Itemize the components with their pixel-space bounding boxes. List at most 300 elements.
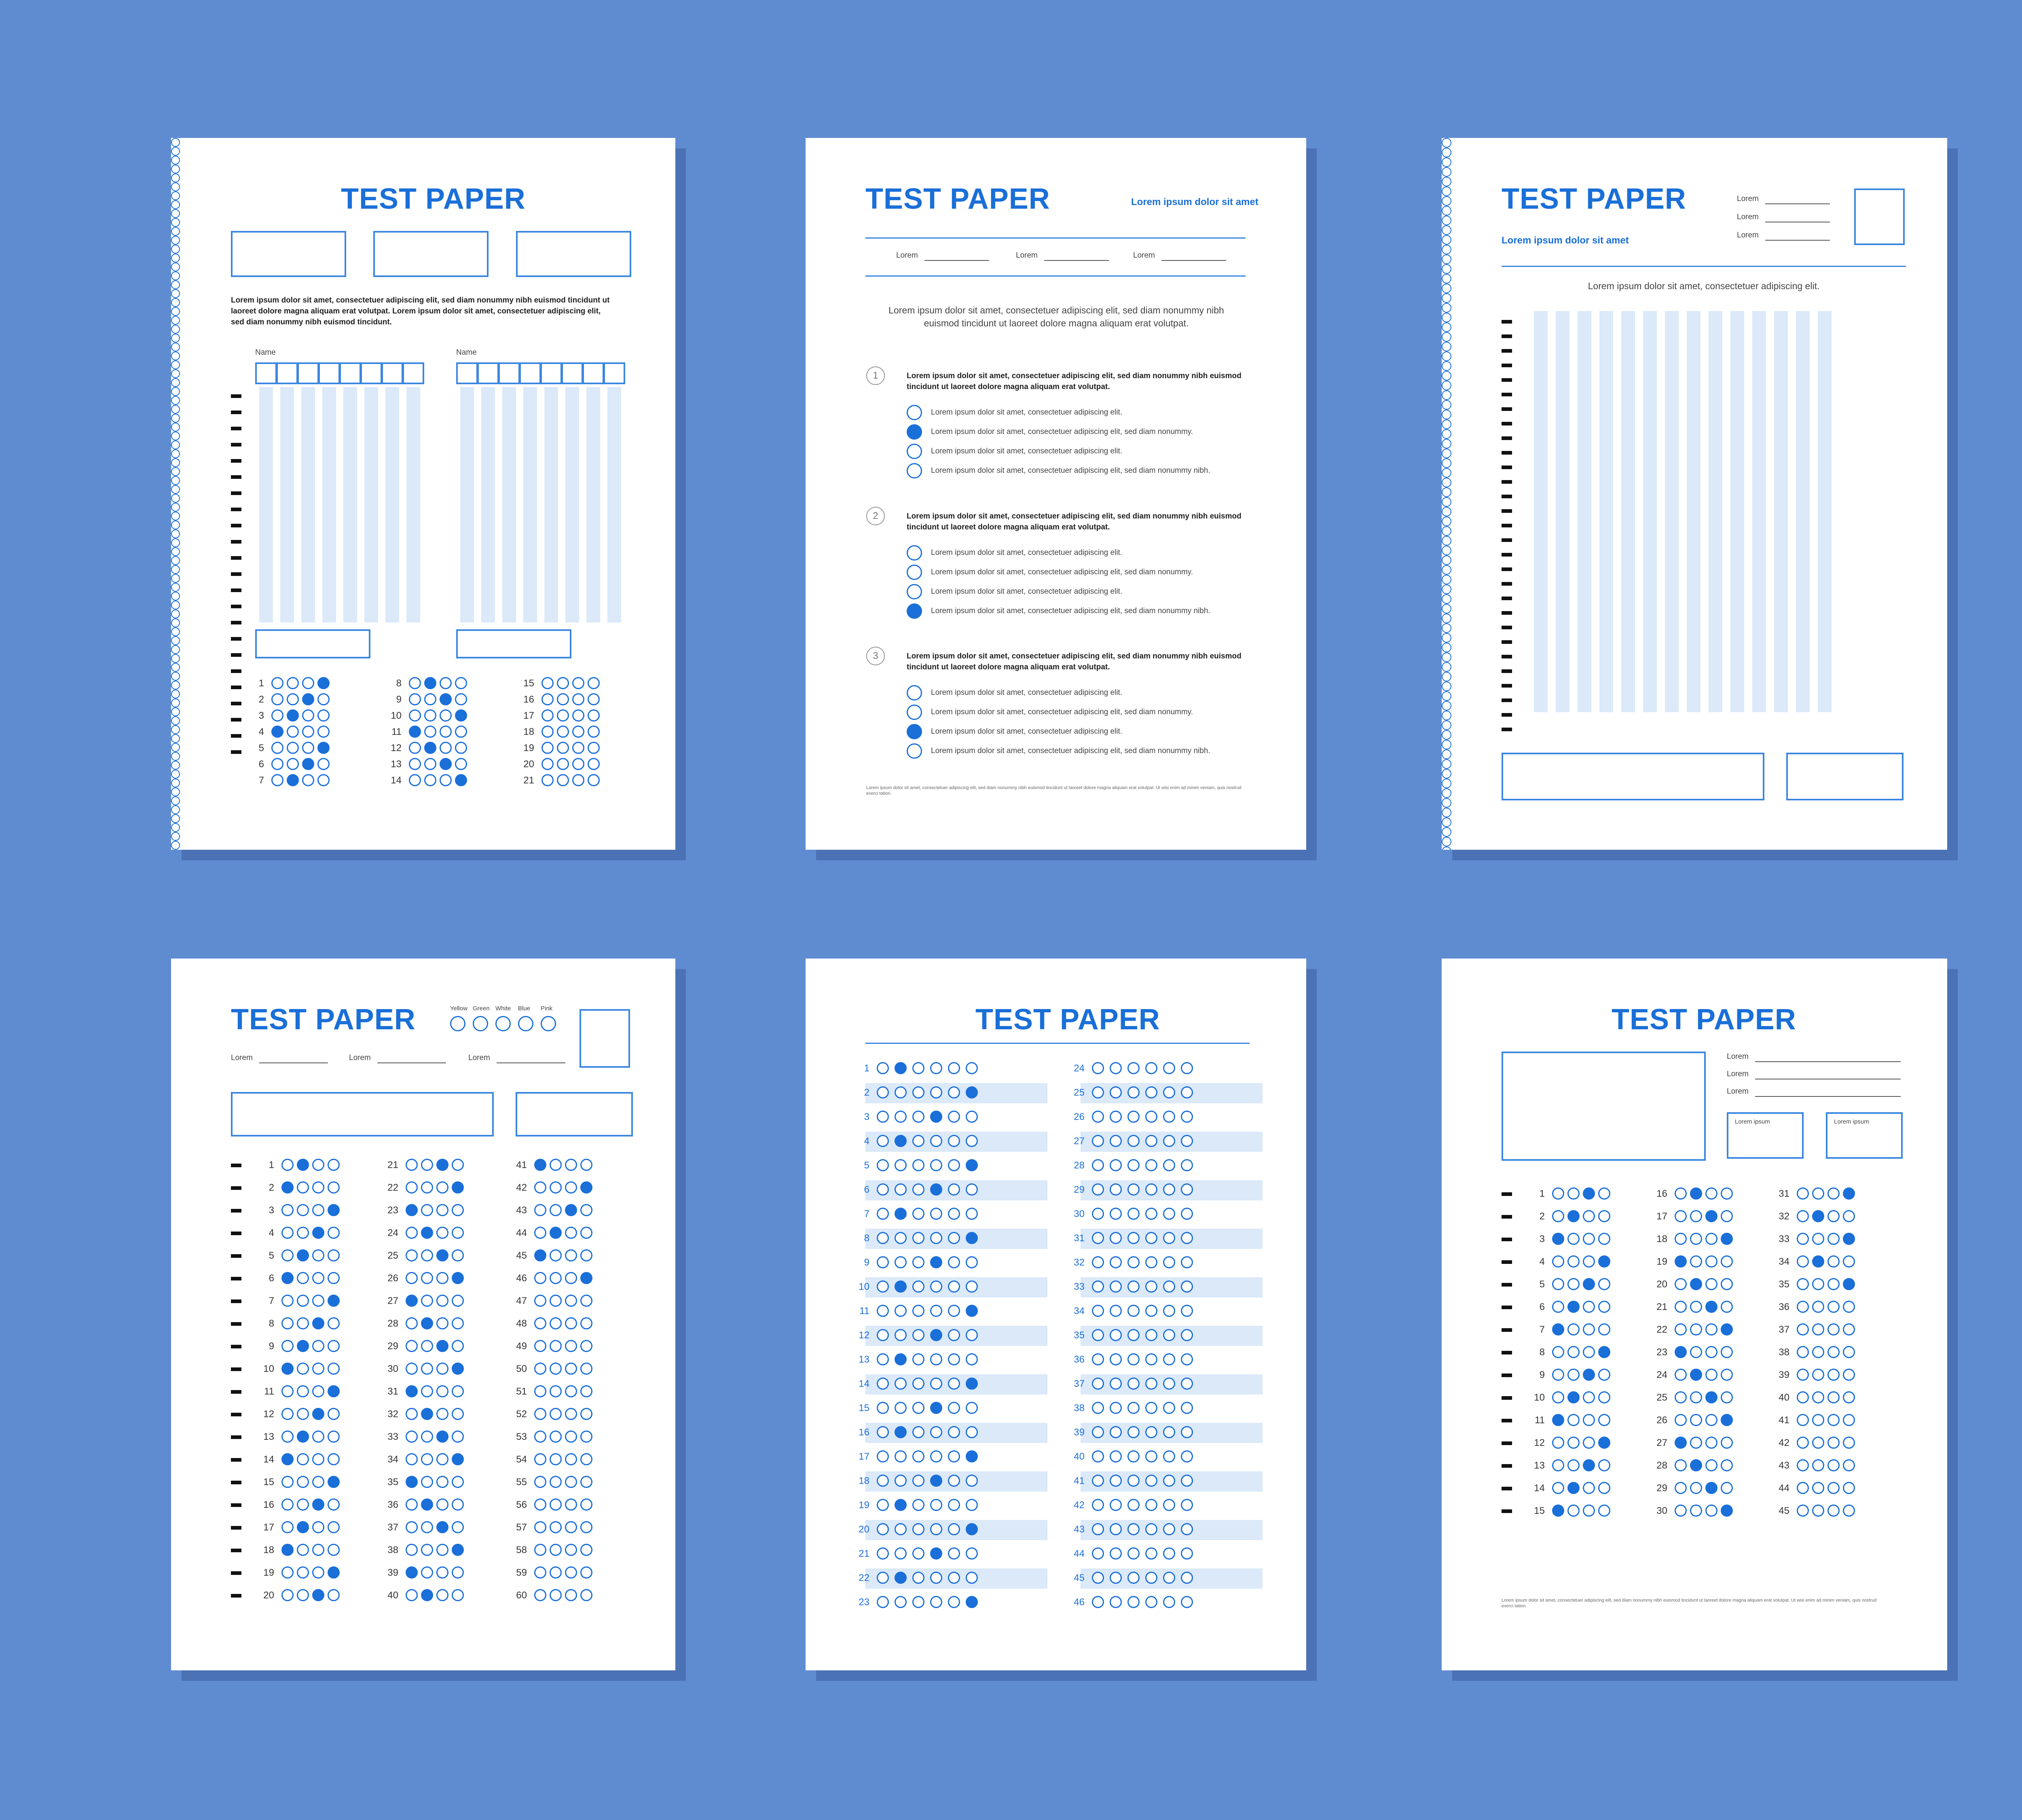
answer-bubble [966, 1596, 978, 1608]
bubble-row [1092, 1475, 1193, 1487]
grid-bubble [1442, 284, 1451, 293]
bubble-row [281, 1249, 340, 1261]
grid-bubble [171, 770, 180, 779]
grid-bubble [1442, 303, 1451, 313]
answer-bubble [877, 1111, 889, 1123]
grid-bubble [1442, 604, 1451, 614]
option-bubble [907, 705, 922, 720]
answer-bubble [1598, 1391, 1610, 1403]
bubble-row [534, 1227, 592, 1239]
answer-bubble [1583, 1187, 1595, 1200]
answer-bubble [406, 1272, 418, 1284]
answer-bubble [1690, 1482, 1702, 1494]
bubble-row [877, 1329, 978, 1341]
answer-bubble [281, 1272, 294, 1284]
question-number: 5 [864, 1160, 869, 1171]
answer-bubble [1110, 1086, 1122, 1098]
answer-bubble [948, 1426, 960, 1438]
answer-bubble [948, 1256, 960, 1268]
answer-bubble [1552, 1187, 1564, 1200]
answer-bubble [1181, 1232, 1193, 1244]
bubble-row [406, 1272, 464, 1284]
question-number: 39 [387, 1567, 398, 1578]
grid-bubble [1442, 497, 1451, 507]
question-number: 20 [263, 1590, 274, 1601]
column-stripe [1687, 311, 1701, 712]
answer-bubble [1181, 1305, 1193, 1317]
answer-bubble [1675, 1437, 1687, 1449]
question-number: 20 [859, 1524, 869, 1535]
answer-bubble [912, 1353, 924, 1365]
divider-line [1502, 266, 1906, 267]
timing-mark [1502, 524, 1512, 527]
answer-bubble [580, 1272, 592, 1284]
timing-mark [1502, 713, 1512, 717]
timing-mark [231, 1232, 241, 1235]
answer-bubble [534, 1295, 546, 1307]
answer-bubble [1567, 1369, 1580, 1381]
question-number: 10 [263, 1363, 274, 1374]
answer-bubble [557, 774, 569, 786]
question-number: 34 [1779, 1256, 1789, 1267]
question-number: 5 [269, 1250, 274, 1261]
bubble-row [1797, 1369, 1855, 1381]
grid-bubble [171, 645, 180, 654]
timing-mark [231, 1299, 241, 1303]
answer-bubble [436, 1521, 448, 1533]
answer-bubble [948, 1499, 960, 1511]
question-number: 23 [1656, 1347, 1667, 1358]
answer-bubble [1812, 1505, 1824, 1517]
field-label: Lorem [896, 251, 918, 260]
bubble-row [877, 1159, 978, 1171]
question-number: 12 [859, 1330, 869, 1341]
timing-mark [1502, 1419, 1512, 1422]
answer-bubble [1721, 1346, 1733, 1358]
field-label: Lorem [1727, 1087, 1749, 1096]
bubble-row [1675, 1255, 1733, 1268]
answer-bubble [1827, 1482, 1840, 1494]
question-number: 37 [1074, 1378, 1085, 1389]
answer-bubble [1181, 1499, 1193, 1511]
answer-bubble [328, 1544, 340, 1556]
question-number: 24 [1656, 1369, 1667, 1380]
bubble-row [534, 1521, 592, 1533]
answer-bubble [1690, 1391, 1702, 1403]
question-number: 29 [1656, 1483, 1667, 1494]
bubble-row [1675, 1414, 1733, 1426]
answer-bubble [328, 1227, 340, 1239]
answer-bubble [1127, 1523, 1140, 1535]
answer-bubble [1092, 1232, 1104, 1244]
answer-bubble [1181, 1523, 1193, 1535]
option-text: Lorem ipsum dolor sit amet, consectetuer adipiscing elit, sed diam nonummy nibh. [931, 466, 1210, 475]
bubble-row [1552, 1233, 1610, 1245]
option-bubble [907, 463, 922, 478]
answer-bubble [1163, 1572, 1175, 1584]
answer-bubble [1110, 1523, 1122, 1535]
timing-mark [231, 1526, 241, 1530]
question-number: 49 [516, 1341, 527, 1352]
bubble-row [534, 1566, 592, 1579]
answer-bubble [455, 758, 467, 770]
column-stripe [1621, 311, 1635, 712]
question-number: 15 [263, 1477, 274, 1488]
answer-bubble [1583, 1255, 1595, 1268]
grid-bubble [171, 725, 180, 734]
question-number: 13 [391, 759, 402, 770]
answer-bubble [550, 1385, 562, 1397]
grid-bubble [1442, 449, 1451, 458]
answer-bubble [877, 1353, 889, 1365]
column-stripe [385, 387, 399, 622]
grid-bubble [171, 440, 180, 449]
answer-bubble [1797, 1278, 1809, 1290]
answer-bubble [1675, 1482, 1687, 1494]
answer-bubble [580, 1385, 592, 1397]
timing-mark [1502, 495, 1512, 498]
option-bubble [907, 724, 922, 739]
answer-bubble [948, 1280, 960, 1293]
answer-bubble [580, 1181, 592, 1194]
timing-mark [231, 1481, 241, 1484]
bubble-row [1797, 1301, 1855, 1313]
grid-bubble [171, 538, 180, 547]
timing-mark [1502, 640, 1512, 644]
timing-mark [1502, 1306, 1512, 1309]
bubble-row [1797, 1210, 1855, 1222]
answer-bubble [966, 1183, 978, 1196]
answer-bubble [1145, 1499, 1157, 1511]
question-number: 7 [1539, 1324, 1545, 1335]
answer-bubble [1721, 1323, 1733, 1335]
answer-bubble [1827, 1369, 1840, 1381]
answer-bubble [424, 758, 436, 770]
bubble-row [1092, 1402, 1193, 1414]
answer-bubble [1843, 1505, 1855, 1517]
body-text: Lorem ipsum dolor sit amet, consectetuer adipiscing elit, sed diam nonummy nibh euismod tincidunt ut laoreet dolore magna aliquam erat volutpat. Lorem ipsum dolor sit amet, consectetuer adipiscing elit, sed diam nonummy nibh euismod tincidunt. [231, 296, 610, 326]
answer-bubble [1598, 1233, 1610, 1245]
question-number: 39 [1074, 1427, 1085, 1438]
answer-bubble [312, 1385, 324, 1397]
answer-bubble [424, 726, 436, 738]
grid-bubble [171, 787, 180, 796]
subtitle: Lorem ipsum dolor sit amet [1502, 235, 1629, 246]
body-text: Lorem ipsum dolor sit amet, consectetuer adipiscing elit. [1588, 281, 1820, 291]
question-number: 31 [1779, 1188, 1789, 1199]
answer-box [519, 362, 541, 384]
bubble-row [1797, 1323, 1855, 1335]
answer-bubble [930, 1402, 942, 1414]
answer-bubble [312, 1181, 324, 1194]
bubble-row [281, 1521, 340, 1533]
grid-bubble [171, 663, 180, 672]
answer-bubble [1812, 1346, 1824, 1358]
answer-bubble [271, 774, 283, 786]
answer-bubble [1552, 1301, 1564, 1313]
answer-bubble [312, 1249, 324, 1261]
grid-bubble [1442, 293, 1451, 303]
color-bubble [541, 1016, 556, 1031]
question-number: 17 [1656, 1211, 1667, 1222]
timing-mark [231, 702, 241, 705]
answer-bubble [895, 1547, 907, 1560]
bubble-row [281, 1227, 340, 1239]
answer-bubble [436, 1431, 448, 1443]
grid-bubble [1442, 342, 1451, 351]
field-label: Lorem [231, 1054, 253, 1062]
answer-bubble [948, 1547, 960, 1560]
answer-bubble [1092, 1329, 1104, 1341]
question-number: 7 [258, 775, 264, 786]
question-number: 33 [1779, 1234, 1789, 1244]
field-line [1765, 240, 1830, 241]
answer-bubble [550, 1340, 562, 1352]
bubble-row [534, 1408, 592, 1420]
field-line [1755, 1096, 1901, 1097]
answer-bubble [406, 1589, 418, 1601]
timing-mark [1502, 553, 1512, 557]
option-text: Lorem ipsum dolor sit amet, consectetuer adipiscing elit. [931, 587, 1123, 596]
answer-bubble [281, 1544, 294, 1556]
answer-bubble [297, 1453, 309, 1465]
grid-bubble [171, 387, 180, 396]
answer-bubble [297, 1181, 309, 1194]
answer-bubble [534, 1453, 546, 1465]
question-number: 51 [516, 1386, 527, 1397]
answer-bubble [895, 1111, 907, 1123]
answer-bubble [565, 1295, 577, 1307]
bubble-row [534, 1431, 592, 1443]
answer-bubble [1163, 1208, 1175, 1220]
grid-bubble [1442, 196, 1451, 206]
timing-mark [1502, 728, 1512, 731]
answer-bubble [421, 1204, 433, 1216]
question-number: 3 [864, 1111, 869, 1122]
answer-bubble [297, 1295, 309, 1307]
grid-bubble [171, 734, 180, 743]
answer-bubble [580, 1566, 592, 1579]
grid-bubble [1442, 157, 1451, 167]
answer-bubble [541, 709, 554, 722]
sheet-3 [1442, 138, 1947, 850]
answer-bubble [912, 1402, 924, 1414]
question-number: 11 [391, 726, 402, 737]
field-line [1765, 203, 1830, 204]
bubble-row [1552, 1505, 1610, 1517]
bubble-row [409, 774, 467, 786]
answer-bubble [912, 1183, 924, 1196]
bubble-row [406, 1408, 464, 1420]
grid-bubble [171, 449, 180, 458]
grid-bubble [1442, 817, 1451, 827]
answer-box [231, 1092, 494, 1136]
timing-mark [1502, 698, 1512, 702]
answer-bubble [436, 1317, 448, 1329]
bubble-row [1552, 1369, 1610, 1381]
bubble-row [406, 1204, 464, 1216]
timing-mark [231, 1254, 241, 1258]
answer-bubble [436, 1498, 448, 1511]
timing-mark [1502, 393, 1512, 396]
answer-bubble [1812, 1210, 1824, 1222]
grid-bubble [171, 316, 180, 325]
bubble-row [877, 1596, 978, 1608]
answer-bubble [1110, 1256, 1122, 1268]
sheet-title: TEST PAPER [231, 1003, 416, 1036]
grid-bubble [171, 378, 180, 387]
answer-bubble [534, 1521, 546, 1533]
grid-bubble [1442, 167, 1451, 177]
question-number: 26 [1656, 1415, 1667, 1426]
bubble-row [409, 758, 467, 770]
answer-bubble [312, 1340, 324, 1352]
timing-mark [1502, 1464, 1512, 1468]
grid-bubble [1442, 206, 1451, 216]
answer-bubble [1675, 1369, 1687, 1381]
bubble-row [877, 1353, 978, 1365]
answer-bubble [1092, 1596, 1104, 1608]
answer-bubble [287, 726, 299, 738]
answer-box [1854, 188, 1905, 245]
question-number: 14 [1534, 1483, 1545, 1494]
answer-bubble [452, 1249, 464, 1261]
answer-bubble [1567, 1346, 1580, 1358]
answer-bubble [1092, 1572, 1104, 1584]
answer-bubble [406, 1227, 418, 1239]
column-stripe [1556, 311, 1569, 712]
bubble-row [406, 1476, 464, 1488]
answer-bubble [1127, 1499, 1140, 1511]
question-number: 22 [1656, 1324, 1667, 1335]
bubble-row [406, 1227, 464, 1239]
answer-bubble [895, 1353, 907, 1365]
answer-bubble [1552, 1369, 1564, 1381]
answer-bubble [1163, 1329, 1175, 1341]
answer-bubble [966, 1378, 978, 1390]
answer-bubble [1145, 1280, 1157, 1293]
answer-bubble [565, 1498, 577, 1511]
answer-bubble [436, 1227, 448, 1239]
timing-mark [231, 1503, 241, 1507]
question-number: 12 [263, 1409, 274, 1420]
question-number: 2 [269, 1182, 274, 1193]
timing-mark [1502, 1328, 1512, 1332]
answer-bubble [565, 1363, 577, 1375]
question-number: 8 [864, 1233, 869, 1244]
sheet-5 [171, 959, 675, 1670]
answer-bubble [271, 677, 283, 689]
answer-bubble [1092, 1159, 1104, 1171]
answer-bubble [406, 1408, 418, 1420]
grid-bubble [171, 698, 180, 707]
question-number: 47 [516, 1295, 527, 1306]
question-number: 46 [1074, 1597, 1085, 1608]
timing-mark [1502, 334, 1512, 338]
grid-bubble [1442, 847, 1451, 850]
answer-bubble [409, 758, 421, 770]
bubble-row [877, 1475, 978, 1487]
bubble-row [877, 1135, 978, 1147]
question-number: 37 [1779, 1324, 1789, 1335]
grid-bubble [171, 414, 180, 423]
grid-bubble [1442, 429, 1451, 439]
question-number: 6 [864, 1184, 869, 1195]
answer-bubble [1145, 1159, 1157, 1171]
answer-bubble [455, 677, 467, 689]
answer-bubble [1675, 1301, 1687, 1313]
answer-bubble [1690, 1301, 1702, 1313]
answer-bubble [930, 1305, 942, 1317]
timing-mark [1502, 1215, 1512, 1219]
color-bubble [518, 1016, 533, 1031]
answer-bubble [452, 1159, 464, 1171]
grid-bubble [171, 823, 180, 832]
bubble-row [1092, 1523, 1193, 1535]
answer-bubble [930, 1426, 942, 1438]
color-label: Green [473, 1005, 490, 1012]
answer-bubble [1163, 1062, 1175, 1074]
answer-bubble [1721, 1414, 1733, 1426]
answer-bubble [550, 1498, 562, 1511]
answer-bubble [895, 1523, 907, 1535]
grid-bubble [171, 254, 180, 262]
bubble-row [281, 1181, 340, 1194]
column-stripe [1665, 311, 1679, 712]
answer-bubble [1127, 1329, 1140, 1341]
answer-bubble [1843, 1210, 1855, 1222]
grid-bubble [171, 165, 180, 174]
grid-bubble [1442, 507, 1451, 516]
answer-bubble [930, 1232, 942, 1244]
answer-bubble [297, 1363, 309, 1375]
answer-bubble [1797, 1369, 1809, 1381]
timing-mark [1502, 582, 1512, 586]
answer-bubble [948, 1378, 960, 1390]
grid-bubble [171, 761, 180, 770]
answer-box [318, 362, 340, 384]
answer-bubble [452, 1272, 464, 1284]
grid-bubble [171, 654, 180, 663]
question-number: 30 [387, 1363, 398, 1374]
timing-mark [231, 475, 241, 479]
answer-bubble [1705, 1459, 1717, 1471]
question-number: 26 [387, 1273, 398, 1284]
bubble-row [281, 1204, 340, 1216]
bubble-row [877, 1280, 978, 1293]
answer-box [339, 362, 361, 384]
answer-bubble [271, 742, 283, 754]
answer-bubble [895, 1450, 907, 1462]
answer-bubble [1145, 1208, 1157, 1220]
answer-bubble [895, 1402, 907, 1414]
question-number: 25 [1656, 1392, 1667, 1403]
answer-bubble [966, 1159, 978, 1171]
answer-bubble [1110, 1426, 1122, 1438]
bubble-row [1797, 1391, 1855, 1403]
grid-bubble [171, 227, 180, 236]
timing-mark [231, 427, 241, 430]
bubble-row [1092, 1596, 1193, 1608]
answer-bubble [1127, 1062, 1140, 1074]
answer-bubble [1690, 1278, 1702, 1290]
answer-bubble [328, 1385, 340, 1397]
answer-bubble [297, 1227, 309, 1239]
answer-bubble [312, 1431, 324, 1443]
answer-bubble [572, 709, 584, 722]
answer-bubble [1675, 1323, 1687, 1335]
bubble-row [1797, 1505, 1855, 1517]
